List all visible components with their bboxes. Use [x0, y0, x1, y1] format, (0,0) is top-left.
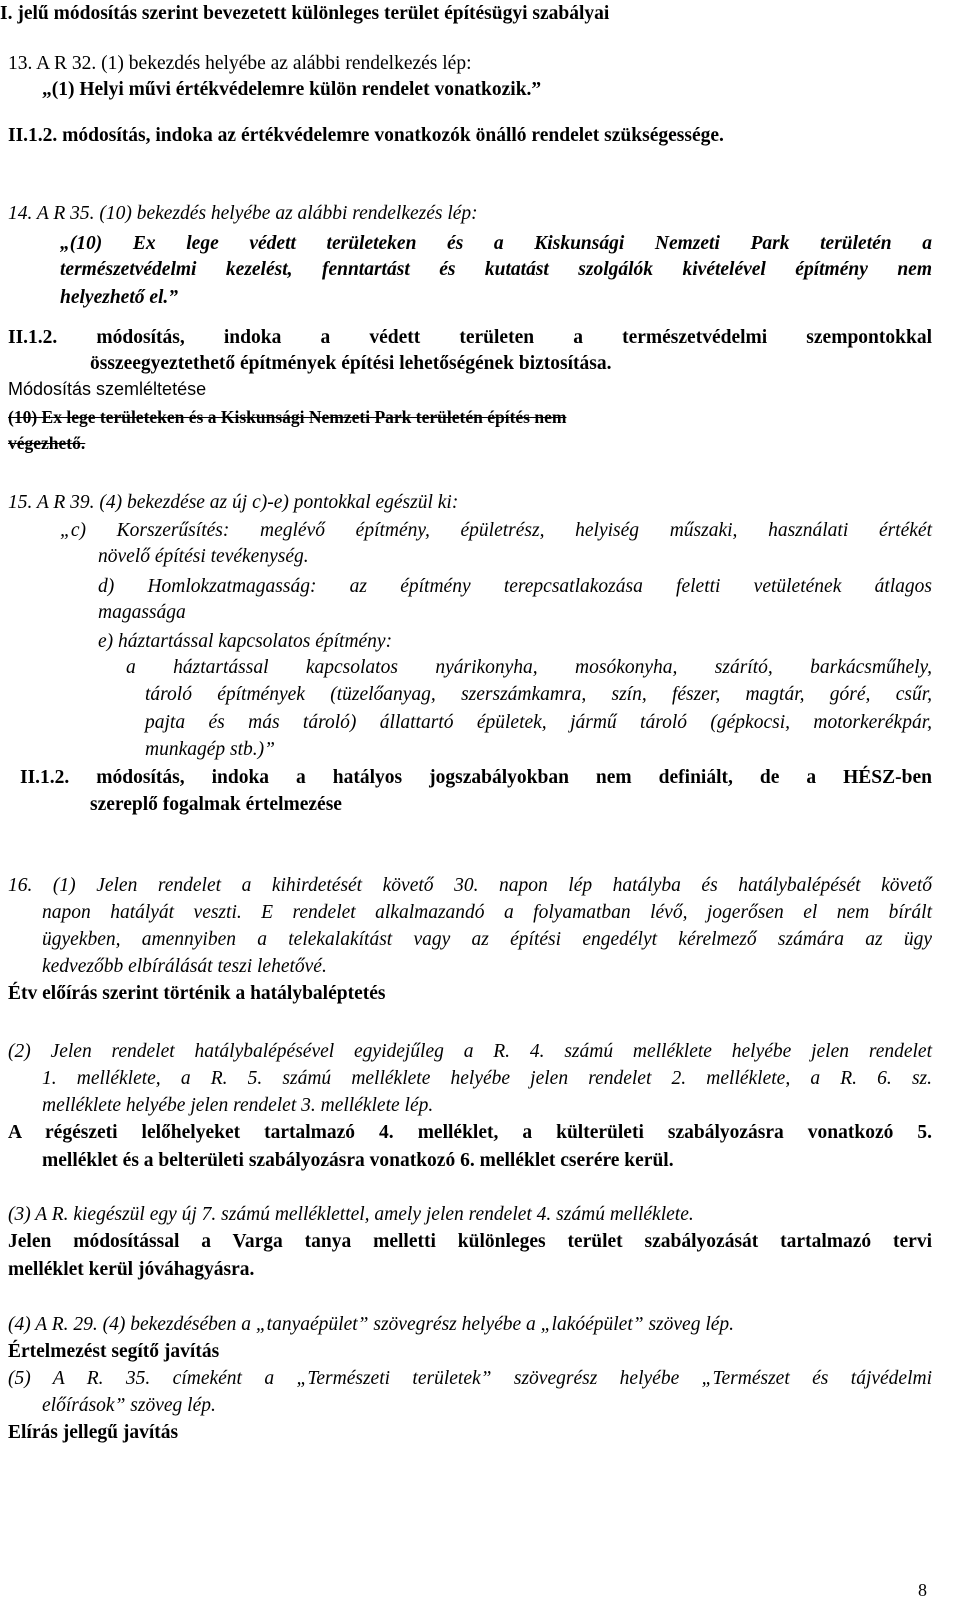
s16-p1-line-1: 16. (1) Jelen rendelet a kihirdetését követő 30. napon lép hatályba és hatálybalépését követő: [8, 875, 932, 896]
s15-e-line-4: munkagép stb.)”: [145, 739, 275, 760]
s15-e-line-3: pajta és más tároló) állattartó épületek, jármű tároló (gépkocsi, motorkerékpár,: [145, 712, 932, 733]
s15-d-line-1: d) Homlokzatmagasság: az építmény terepcsatlakozása feletti vetületének átlagos: [98, 576, 932, 597]
note-hatalybaleptetes: Étv előírás szerint történik a hatálybaléptetés: [8, 983, 386, 1004]
s13-intro: 13. A R 32. (1) bekezdés helyébe az alábbi rendelkezés lép:: [8, 53, 472, 74]
s16-p1-line-4: kedvezőbb elbírálását teszi lehetővé.: [42, 956, 327, 977]
s16-p5-line-1: (5) A R. 35. címeként a „Természeti területek” szövegrész helyébe „Természet és tájvédelmi: [8, 1368, 932, 1389]
note-ertelmezes: Értelmezést segítő javítás: [8, 1341, 220, 1362]
section-heading: I. jelű módosítás szerint bevezetett különleges terület építésügyi szabályai: [0, 3, 610, 24]
s15-e-title: e) háztartással kapcsolatos építmény:: [98, 631, 393, 652]
s15-e-line-1: a háztartással kapcsolatos nyárikonyha, mosókonyha, szárító, barkácsműhely,: [126, 657, 932, 678]
s16-p2-line-3: melléklete helyébe jelen rendelet 3. melléklete lép.: [42, 1095, 434, 1116]
s16-p5-line-2: előírások” szöveg lép.: [42, 1395, 216, 1416]
s16-p2-line-1: (2) Jelen rendelet hatálybalépésével egyidejűleg a R. 4. számú melléklete helyébe jelen rendelet: [8, 1041, 932, 1062]
note-varga-tanya-line-1: Jelen módosítással a Varga tanya melletti különleges terület szabályozását tartalmazó tervi: [8, 1231, 932, 1252]
note-regeszeti-line-1: A régészeti lelőhelyeket tartalmazó 4. melléklet, a külterületi szabályozásra vonatkozó 5.: [8, 1122, 932, 1143]
s16-p1-line-3: ügyekben, amennyiben a telekalakítást vagy az építési engedélyt kérelmező számára az ügy: [42, 929, 932, 950]
s15-c-line-1: „c) Korszerűsítés: meglévő építmény, épületrész, helyiség műszaki, használati értékét: [60, 520, 932, 541]
s15-intro: 15. A R 39. (4) bekezdése az új c)-e) pontokkal egészül ki:: [8, 492, 459, 513]
s13-quote: „(1) Helyi művi értékvédelemre külön rendelet vonatkozik.”: [42, 79, 542, 100]
s16-p2-line-2: 1. melléklete, a R. 5. számú melléklete helyébe jelen rendelet 2. melléklete, a R. 6. sz.: [42, 1068, 932, 1089]
note-regeszeti-line-2: melléklet és a belterületi szabályozásra vonatkozó 6. melléklet cserére kerül.: [42, 1150, 674, 1171]
s14-reason-line-2: összeegyeztethető építmények építési lehetőségének biztosítása.: [90, 353, 612, 374]
struck-text-line-1: (10) Ex lege területeken és a Kiskunsági Nemzeti Park területén építés nem: [8, 407, 567, 427]
note-elíras: Elírás jellegű javítás: [8, 1422, 179, 1443]
page-number: 8: [918, 1580, 927, 1600]
s14-intro: 14. A R 35. (10) bekezdés helyébe az alábbi rendelkezés lép:: [8, 203, 478, 224]
s15-reason-line-1: II.1.2. módosítás, indoka a hatályos jogszabályokban nem definiált, de a HÉSZ-ben: [20, 767, 932, 788]
s16-p3: (3) A R. kiegészül egy új 7. számú melléklettel, amely jelen rendelet 4. számú melléklete.: [8, 1204, 694, 1225]
s15-c-line-2: növelő építési tevékenység.: [98, 546, 309, 567]
s16-p4: (4) A R. 29. (4) bekezdésében a „tanyaépület” szövegrész helyébe a „lakóépület” szöveg lép.: [8, 1314, 735, 1335]
struck-text-line-2: végezhető.: [8, 433, 86, 453]
note-varga-tanya-line-2: melléklet kerül jóváhagyásra.: [8, 1259, 255, 1280]
s14-quote-line-1: „(10) Ex lege védett területeken és a Kiskunsági Nemzeti Park területén a: [60, 233, 932, 254]
s15-e-line-2: tároló építmények (tüzelőanyag, szerszámkamra, szín, fészer, magtár, góré, csűr,: [145, 684, 932, 705]
s15-reason-line-2: szereplő fogalmak értelmezése: [90, 794, 342, 815]
s14-quote-line-3: helyezhető el.”: [60, 287, 179, 308]
s14-quote-line-2: természetvédelmi kezelést, fenntartást és kutatást szolgálók kivételével építmény nem: [60, 259, 932, 280]
s16-p1-line-2: napon hatályát veszti. E rendelet alkalmazandó a folyamatban lévő, jogerősen el nem bírált: [42, 902, 932, 923]
s14-reason-line-1: II.1.2. módosítás, indoka a védett területen a természetvédelmi szempontokkal: [8, 327, 932, 348]
illustration-title: Módosítás szemléltetése: [8, 379, 207, 399]
s15-d-line-2: magassága: [98, 602, 186, 623]
s13-reason: II.1.2. módosítás, indoka az értékvédelemre vonatkozók önálló rendelet szükségessége.: [8, 125, 724, 146]
